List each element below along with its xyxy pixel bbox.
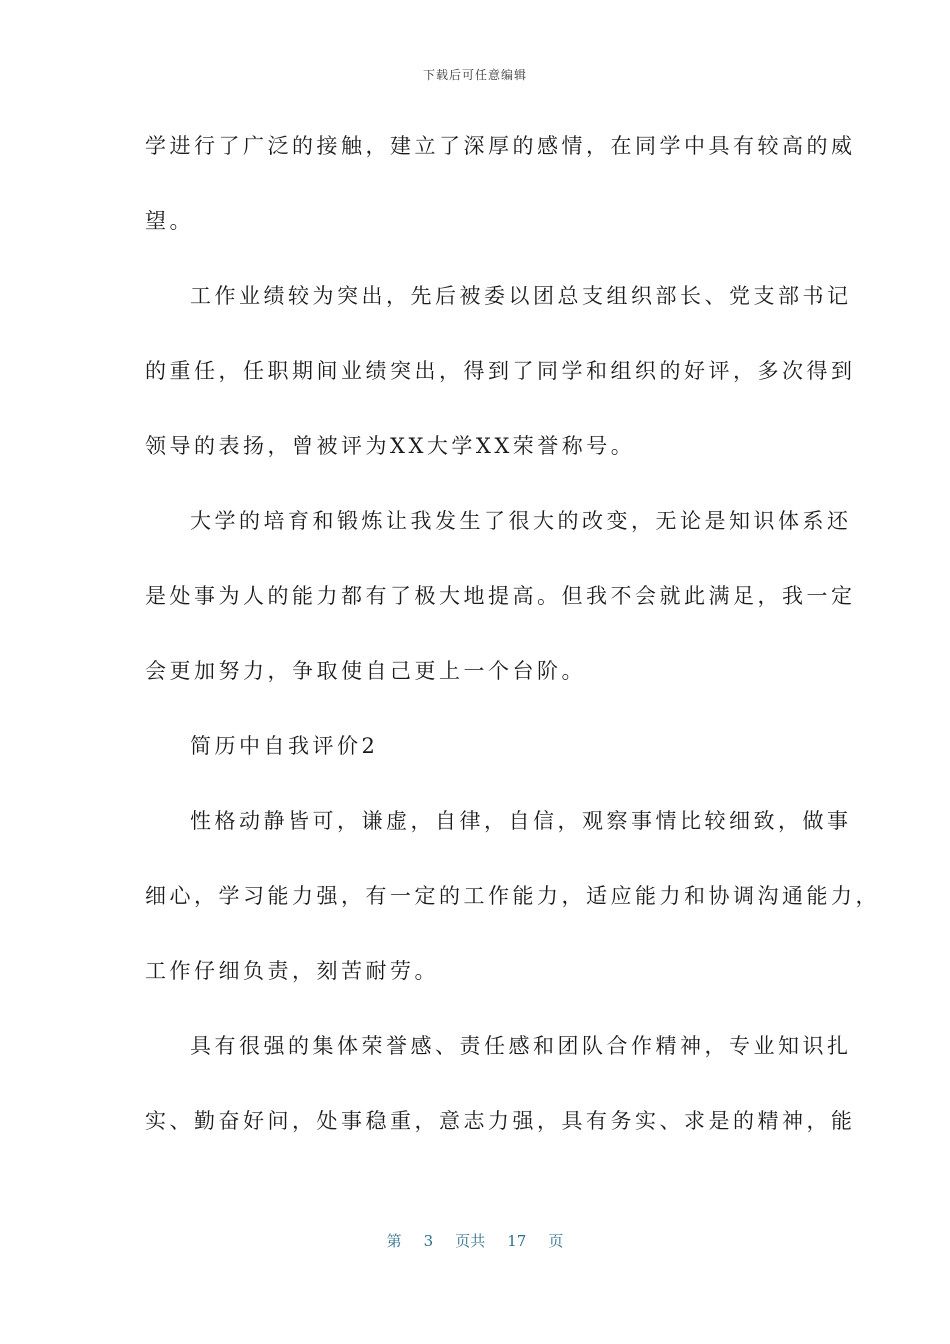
body-line: 学进行了广泛的接触，建立了深厚的感情，在同学中具有较高的威 [145, 134, 856, 158]
body-line: 是处事为人的能力都有了极大地提高。但我不会就此满足，我一定 [145, 584, 856, 608]
page-header: 下载后可任意编辑 [422, 68, 527, 82]
body-line: 望。 [145, 209, 194, 233]
body-line: 性格动静皆可，谦虚，自律，自信，观察事情比较细致，做事 [190, 809, 852, 833]
body-line: 的重任，任职期间业绩突出，得到了同学和组织的好评，多次得到 [145, 359, 856, 383]
section-heading: 简历中自我评价2 [190, 734, 379, 758]
body-line: 实、勤奋好问，处事稳重，意志力强，具有务实、求是的精神，能 [145, 1109, 856, 1133]
body-line: 工作仔细负责，刻苦耐劳。 [145, 959, 439, 983]
footer-di: 第 [386, 1232, 402, 1250]
body-line: 领导的表扬，曾被评为XX大学XX荣誉称号。 [145, 434, 636, 458]
body-line: 细心，学习能力强，有一定的工作能力，适应能力和协调沟通能力， [145, 884, 880, 908]
body-line: 具有很强的集体荣誉感、责任感和团队合作精神，专业知识扎 [190, 1034, 852, 1058]
footer-ye-gong: 页共 [455, 1232, 486, 1250]
body-line: 大学的培育和锻炼让我发生了很大的改变，无论是知识体系还 [190, 509, 852, 533]
footer-ye: 页 [548, 1232, 564, 1250]
page-footer [0, 1230, 950, 1251]
body-line: 会更加努力，争取使自己更上一个台阶。 [145, 659, 586, 683]
footer-total-pages: 17 [507, 1232, 527, 1250]
footer-page-number: 3 [423, 1232, 434, 1250]
body-line: 工作业绩较为突出，先后被委以团总支组织部长、党支部书记 [190, 284, 852, 308]
